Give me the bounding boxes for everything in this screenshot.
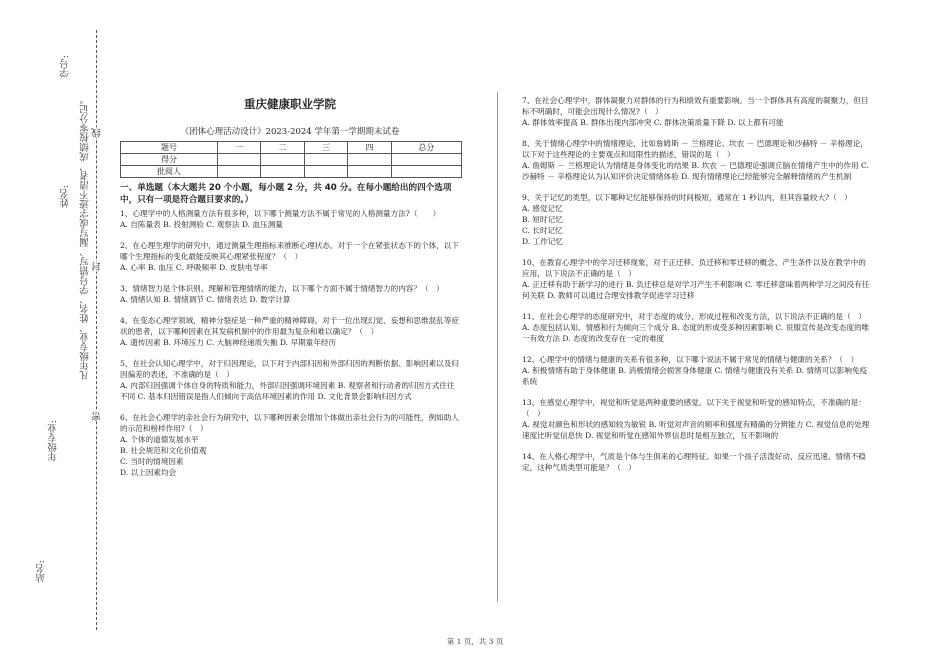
question-option: C. 长时记忆	[522, 226, 563, 235]
question-item	[120, 358, 460, 402]
score-header-cell: 三	[304, 142, 347, 154]
question-option: B. 短时记忆	[522, 215, 563, 224]
question-stem: 12、心理学中的情绪与健康的关系有很多种，以下哪个说法不属于常见的情绪与健康的关系？（ ）	[522, 355, 859, 364]
grader-row-label: 批阅人	[121, 166, 218, 178]
score-table	[120, 141, 462, 178]
question-stem: 13、在感觉心理学中，视觉和听觉是两种重要的感觉。以下关于视觉和听觉的感知特点，不准确的是：（ ）	[522, 398, 866, 418]
grade-major-label: 年级专业:	[48, 420, 59, 462]
right-column	[522, 95, 872, 483]
question-item	[522, 451, 872, 473]
grader-row	[121, 166, 462, 178]
grader-cell[interactable]	[261, 166, 304, 178]
grader-cell[interactable]	[217, 166, 260, 178]
question-stem: 2、在心理生理学的研究中，通过测量生理指标来推断心理状态。对于一个在紧张状态下的个体，以下哪个生理指标的变化最能反映其心理紧张程度？（ ）	[120, 241, 459, 261]
binding-notice: 凡年级专业、姓名、学号错写、漏写或字迹不清者，成绩按零分记。	[80, 95, 91, 380]
question-stem: 8、关于情绪心理学中的情绪理论，比如詹姆斯 － 兰格理论、坎农 － 巴德理论和沙赫特 － 辛格理论，以下对于这些理论的主要观点和局限性的描述，错误的是（ ）	[522, 139, 868, 159]
score-header-cell: 四	[348, 142, 391, 154]
question-item	[522, 397, 872, 441]
question-item	[120, 208, 460, 230]
grader-cell[interactable]	[348, 166, 391, 178]
seal-mark-feng: 封	[92, 262, 103, 272]
question-option: A. 态度包括认知、情感和行为倾向三个成分 B. 态度的形成受多种因素影响 C. 说服宣传是改变态度的唯一有效方法 D. 态度的改变存在一定的难度	[522, 323, 870, 343]
seal-mark-xian: 线	[92, 128, 103, 138]
question-item	[522, 95, 872, 128]
question-item	[522, 192, 872, 247]
exam-subtitle: 《团体心理活动设计》2023-2024 学年第一学期期末试卷	[180, 127, 400, 137]
question-option: A. 个体的道德发展水平	[120, 435, 199, 444]
question-stem: 1、心理学中的人格测量方法有很多种，以下哪个测量方法不属于常见的人格测量方法?（ ）	[120, 209, 441, 218]
binding-margin	[0, 0, 110, 672]
question-stem: 10、在教育心理学中的学习迁移现象，对于正迁移、负迁移和零迁移的概念、产生条件以及在教学中的应用，以下说法不正确的是（ ）	[522, 258, 866, 278]
question-stem: 7、在社会心理学中，群体凝聚力对群体的行为和绩效有重要影响。当一个群体具有高度的凝聚力，但目标不明确时，可能会出现什么情况?（ ）	[522, 96, 869, 116]
question-option: D. 工作记忆	[522, 237, 564, 246]
question-option: A. 心率 B. 血压 C. 呼吸频率 D. 皮肤电导率	[120, 263, 268, 272]
score-table-header-row	[121, 142, 462, 154]
question-option: A. 遗传因素 B. 环境压力 C. 大脑神经递质失衡 D. 早期童年经历	[120, 338, 337, 347]
question-stem: 5、在社会认知心理学中，对于归因理论，以下对于内部归因和外部归因的判断依据、影响因素以及归因偏差的表述，不准确的是（ ）	[120, 359, 459, 379]
question-item	[120, 283, 460, 305]
student-id-label: 学号:	[60, 55, 71, 78]
question-option: A. 积极情绪有助于身体健康 B. 消极情绪会损害身体健康 C. 情绪与健康没有关系 D. 情绪可以影响免疫系统	[522, 366, 868, 386]
question-option: A. 视觉对颜色和形状的感知较为敏锐 B. 听觉对声音的频率和强度有精确的分辨能力 C. 视觉信息的处理速度比听觉信息快 D. 视觉和听觉在感知外界信息时是相互独立，互不影响的	[522, 420, 870, 440]
score-cell[interactable]	[261, 154, 304, 166]
question-option: A. 情绪认知 B. 情绪调节 C. 情绪表达 D. 数学计算	[120, 295, 291, 304]
score-cell[interactable]	[304, 154, 347, 166]
seal-mark-mi: 密	[92, 412, 103, 422]
question-option: A. 自陈量表 B. 投射测验 C. 观察法 D. 血压测量	[120, 220, 283, 229]
left-column	[120, 208, 460, 488]
question-item	[522, 138, 872, 182]
question-option: D. 以上因素均会	[120, 468, 177, 477]
question-option: A. 群体效率提高 B. 群体出现内部冲突 C. 群体决策质量下降 D. 以上都有可能	[522, 118, 784, 127]
question-stem: 11、在社会心理学的态度研究中，对于态度的成分、形成过程和改变方法，以下说法不正确的是（ ）	[522, 312, 866, 321]
score-header-cell: 题号	[121, 142, 218, 154]
question-item	[522, 354, 872, 387]
question-item	[522, 257, 872, 301]
score-row	[121, 154, 462, 166]
score-cell[interactable]	[348, 154, 391, 166]
question-stem: 14、在人格心理学中，气质是个体与生俱来的心理特征。如果一个孩子活泼好动、反应迅速、情绪不稳定，这种气质类型可能是？（ ）	[522, 452, 866, 472]
score-header-cell: 一	[217, 142, 260, 154]
question-option: A. 感觉记忆	[522, 204, 563, 213]
score-cell[interactable]	[391, 154, 461, 166]
question-item	[120, 315, 460, 348]
column-divider	[497, 92, 498, 602]
grader-cell[interactable]	[304, 166, 347, 178]
section-heading: 一、单选题（本大题共 20 个小题，每小题 2 分，共 40 分。在每小题给出的四个选项中，只有一项是符合题目要求的。）	[120, 183, 452, 205]
question-option: A. 正迁移有助于新学习的进行 B. 负迁移总是对学习产生不利影响 C. 零迁移意味着两种学习之间没有任何关联 D. 教师可以通过合理安排教学促进学习迁移	[522, 280, 870, 300]
question-stem: 4、在变态心理学领域，精神分裂症是一种严重的精神障碍。对于一位出现幻觉、妄想和思维混乱等症状的患者，以下哪种因素在其发病机制中的作用最为复杂和难以确定？（ ）	[120, 316, 459, 336]
question-item	[522, 311, 872, 344]
score-header-cell: 总分	[391, 142, 461, 154]
station-label: 站名:	[36, 560, 47, 583]
question-option: C. 当时的情境因素	[120, 457, 184, 466]
question-stem: 3、情绪智力是个体识别、理解和管理情绪的能力，以下哪个方面不属于情绪智力的内容？（ ）	[120, 284, 444, 293]
question-item	[120, 412, 460, 478]
question-option: A. 内部归因强调个体自身的特质和能力，外部归因强调环境因素 B. 观察者和行动者的归因方式往往不同 C. 基本归因错误是指人们倾向于高估环境因素的作用 D. 文化背景会影响归因方式	[120, 381, 455, 401]
question-option: B. 社会规范和文化价值观	[120, 446, 207, 455]
question-option: A. 詹姆斯 － 兰格理论认为情绪是身体变化的结果 B. 坎农 － 巴德理论强调丘脑在情绪产生中的作用 C. 沙赫特 － 辛格理论认为认知评价决定情绪体验 D. 现有情绪理论已经能够完全解释情绪的产生机制	[522, 161, 869, 181]
score-row-label: 得分	[121, 154, 218, 166]
school-title: 重庆健康职业学院	[244, 97, 336, 111]
cut-line-right	[96, 30, 97, 630]
score-header-cell: 二	[261, 142, 304, 154]
question-stem: 6、在社会心理学的亲社会行为研究中，以下哪种因素会增加个体做出亲社会行为的可能性，例如助人的示范和榜样作用?（ ）	[120, 413, 459, 433]
question-item	[120, 240, 460, 273]
question-stem: 9、关于记忆的类型，以下哪种记忆能够保持的时间极短，通常在 1 秒以内，但其容量较大?（ ）	[522, 193, 852, 202]
grader-cell[interactable]	[391, 166, 461, 178]
page-footer: 第 1 页，共 3 页	[446, 637, 504, 646]
score-cell[interactable]	[217, 154, 260, 166]
name-label: 姓名:	[60, 185, 71, 208]
